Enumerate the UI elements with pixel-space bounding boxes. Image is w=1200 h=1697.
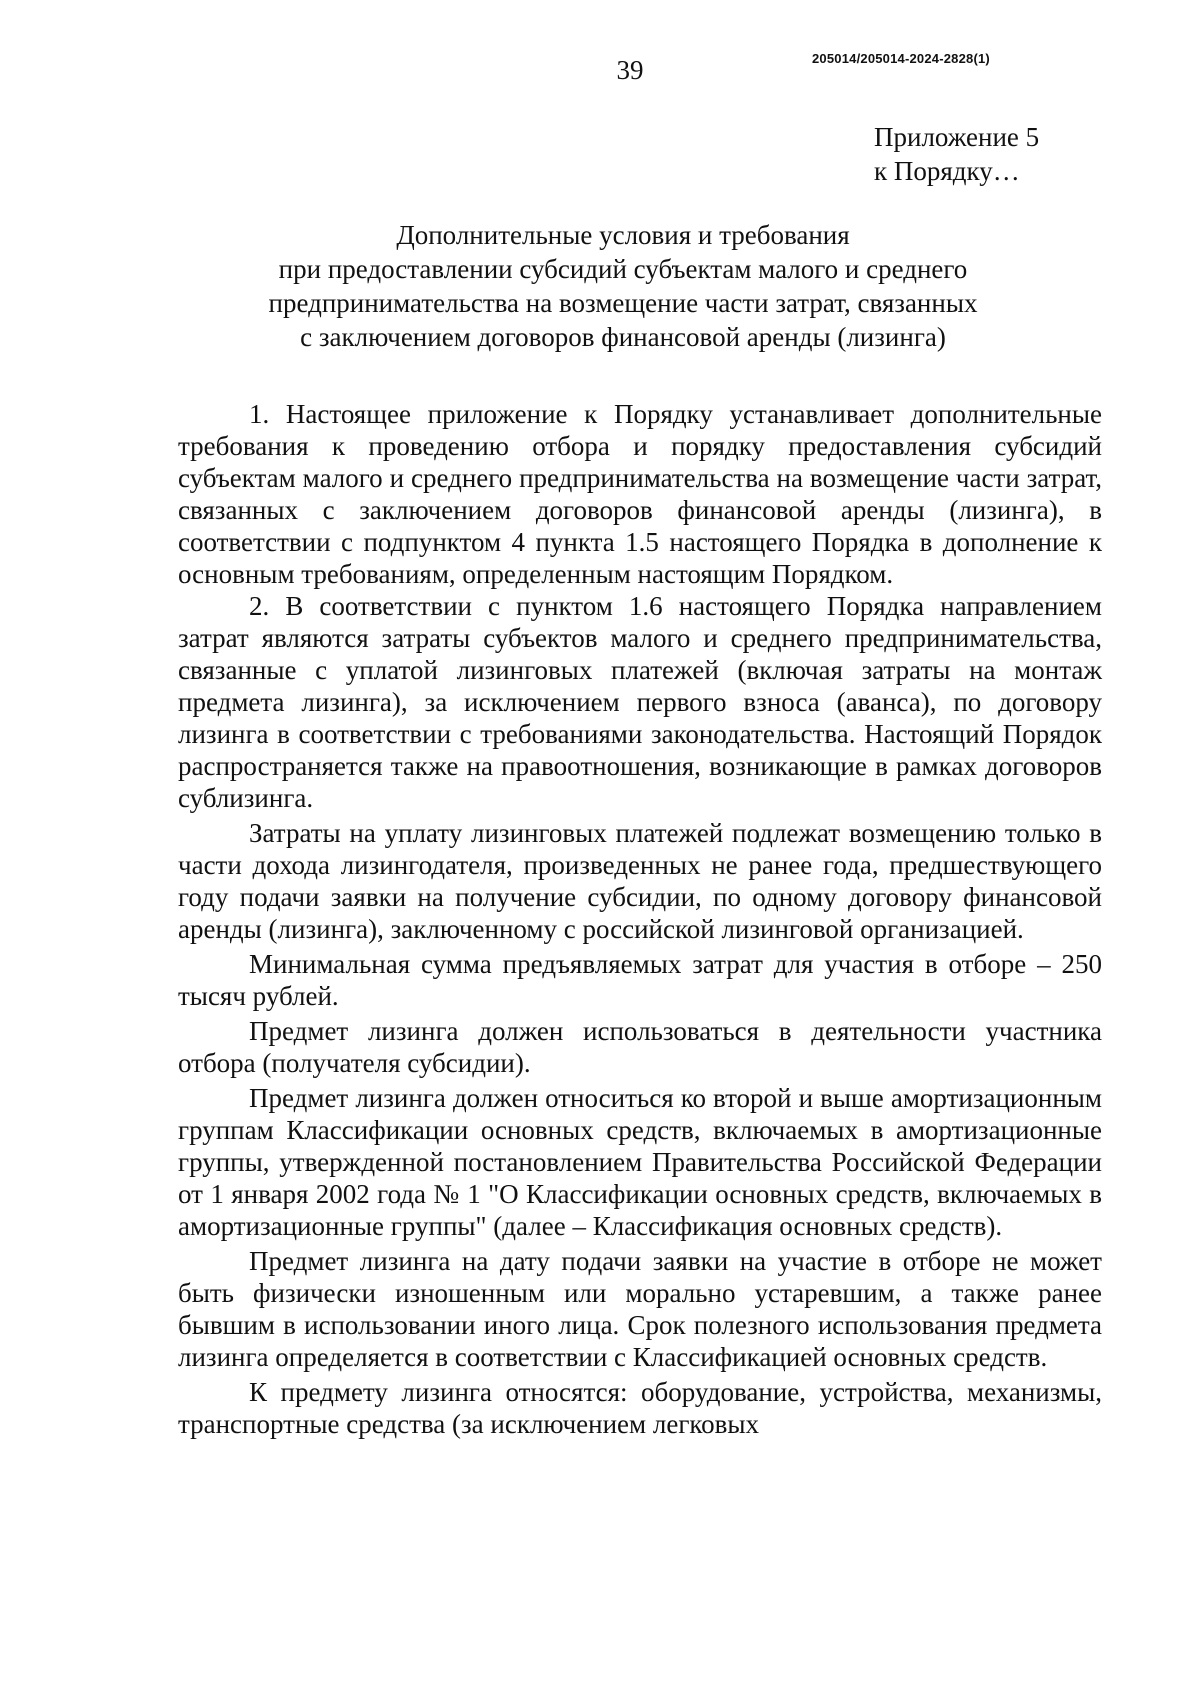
title-line-3: предпринимательства на возмещение части затрат, связанных: [268, 288, 978, 318]
page-number: 39: [616, 55, 644, 85]
paragraph-2: 2. В соответствии с пунктом 1.6 настоящего Порядка направлением затрат являются затраты субъектов малого и среднего предпринимательства, связанные с уплатой лизинговых платежей (включая затраты на монтаж предмета лизинга), за исключением первого взноса (аванса), по договору лизинга в соответствии с требованиями законодательства. Настоящий Порядок распространяется также на правоотношения, возникающие в рамках договоров сублизинга.: [178, 591, 1102, 813]
paragraph-4: Минимальная сумма предъявляемых затрат для участия в отборе – 250 тысяч рублей.: [178, 949, 1102, 1011]
paragraph-1: 1. Настоящее приложение к Порядку устанавливает дополнительные требования к проведению отбора и порядку предоставления субсидий субъектам малого и среднего предпринимательства на возмещение части затрат, связанных с заключением договоров финансовой аренды (лизинга), в соответствии с подпунктом 4 пункта 1.5 настоящего Порядка в дополнение к основным требованиям, определенным настоящим Порядком.: [178, 399, 1102, 589]
document-body: [178, 398, 1102, 1440]
title-line-1: Дополнительные условия и требования: [396, 220, 850, 250]
appendix-line-1: Приложение 5: [874, 122, 1040, 152]
title-line-2: при предоставлении субсидий субъектам малого и среднего: [278, 254, 968, 284]
title-line-4: с заключением договоров финансовой аренды (лизинга): [300, 322, 946, 352]
document-id: 205014/205014-2024-2828(1): [812, 51, 990, 66]
appendix-line-2: к Порядку…: [874, 156, 1020, 186]
paragraph-8: К предмету лизинга относятся: оборудование, устройства, механизмы, транспортные средства (за исключением легковых: [178, 1377, 1102, 1439]
paragraph-7: Предмет лизинга на дату подачи заявки на участие в отборе не может быть физически изношенным или морально устаревшим, а также ранее бывшим в использовании иного лица. Срок полезного использования предмета лизинга определяется в соответствии с Классификацией основных средств.: [178, 1246, 1102, 1372]
appendix-reference: [874, 120, 1039, 188]
document-title: [230, 218, 1016, 354]
paragraph-6: Предмет лизинга должен относиться ко второй и выше амортизационным группам Классификации основных средств, включаемых в амортизационные группы, утвержденной постановлением Правительства Российской Федерации от 1 января 2002 года № 1 "О Классификации основных средств, включаемых в амортизационные группы" (далее – Классификация основных средств).: [178, 1083, 1102, 1241]
paragraph-3: Затраты на уплату лизинговых платежей подлежат возмещению только в части дохода лизингодателя, произведенных не ранее года, предшествующего году подачи заявки на получение субсидии, по одному договору финансовой аренды (лизинга), заключенному с российской лизинговой организацией.: [178, 818, 1102, 944]
paragraph-5: Предмет лизинга должен использоваться в деятельности участника отбора (получателя субсидии).: [178, 1016, 1102, 1078]
